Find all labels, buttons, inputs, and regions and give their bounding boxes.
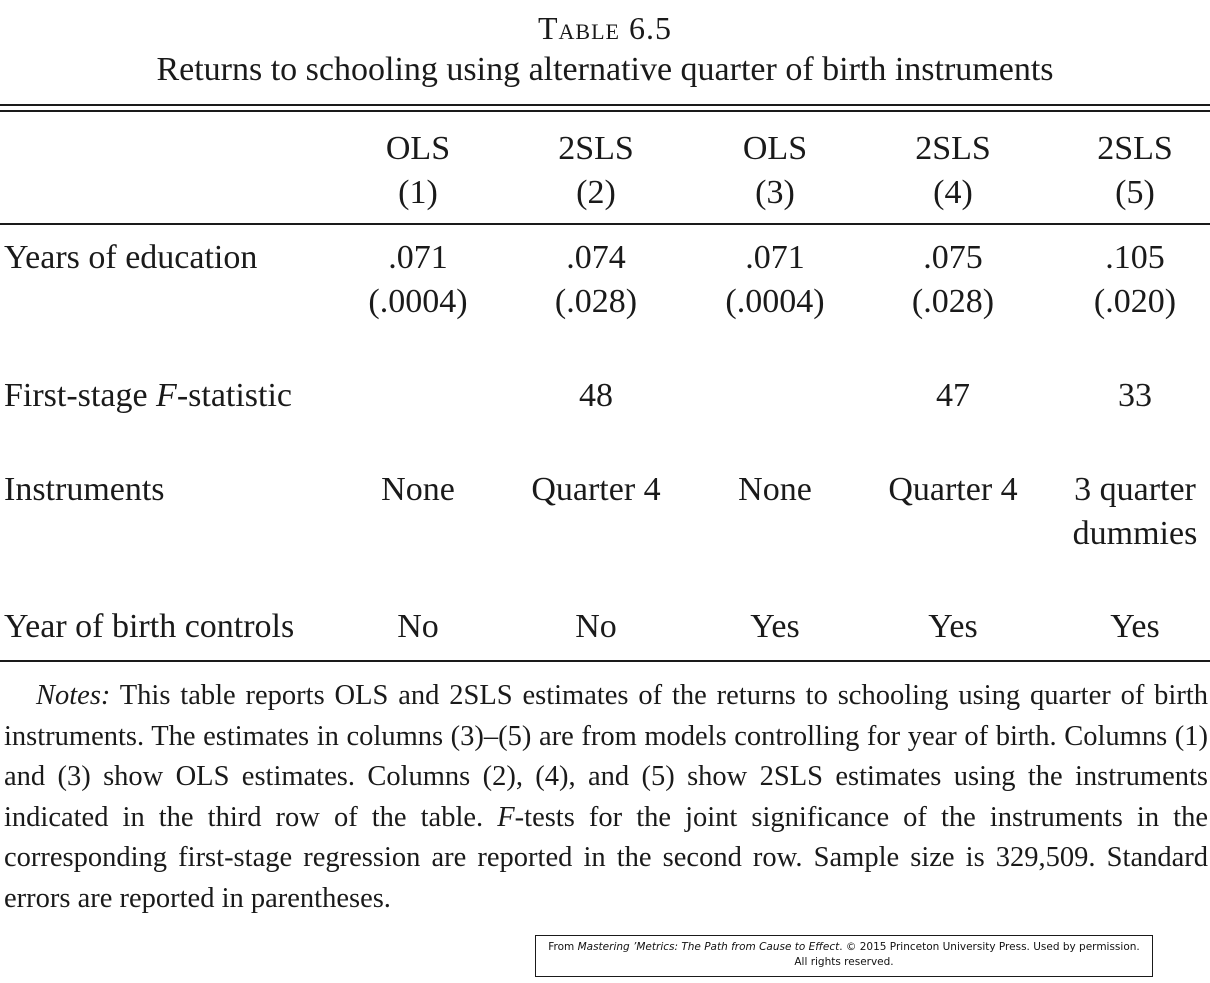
notes-text-1: This table reports OLS and 2SLS estimates of the returns to schooling using quarter of birth instruments. The estimates in columns (3)–(5) are from models controlling for year of birth. Columns (1) and (3) show OLS estimates. Columns (2), (4), and (5) show 2SLS estimates using the instruments indicated in the third row of the table. <box>4 680 1208 833</box>
education-estimate-3: .071 <box>745 239 805 276</box>
yob-controls-value-3: Yes <box>750 608 800 645</box>
instruments-value-4: Quarter 4 <box>888 471 1018 508</box>
fstat-value-2: 48 <box>579 377 613 414</box>
row-label-education: Years of education <box>4 239 258 276</box>
row-label-instruments: Instruments <box>4 471 165 508</box>
instruments-value-5: 3 quarter <box>1074 471 1196 508</box>
fstat-label-prefix: First-stage <box>4 377 157 414</box>
bottom-rule <box>0 660 1210 662</box>
education-estimate-2: .074 <box>566 239 626 276</box>
education-se-3: (.0004) <box>725 283 825 320</box>
education-se-4: (.028) <box>911 283 995 320</box>
copyright-credit-box <box>535 935 1153 977</box>
column-header-4-number: (4) <box>933 174 973 211</box>
header-rule <box>0 223 1210 225</box>
notes-label: Notes: <box>36 680 111 711</box>
table-notes <box>4 676 1208 919</box>
column-header-1-number: (1) <box>398 174 438 211</box>
credit-book-title: Mastering ’Metrics: The Path from Cause to Effect <box>577 941 840 953</box>
top-double-rule <box>0 104 1210 112</box>
row-label-yob-controls: Year of birth controls <box>4 608 295 645</box>
column-header-2-number: (2) <box>576 174 616 211</box>
column-header-4-method: 2SLS <box>915 130 991 167</box>
fstat-label-f: F <box>156 377 177 414</box>
yob-controls-value-4: Yes <box>928 608 978 645</box>
education-se-2: (.028) <box>554 283 638 320</box>
column-header-1-method: OLS <box>385 130 451 167</box>
education-se-5: (.020) <box>1093 283 1177 320</box>
credit-line-2: All rights reserved. <box>794 956 894 968</box>
instruments-value-5-line2: dummies <box>1072 515 1198 552</box>
column-header-2-method: 2SLS <box>558 130 634 167</box>
education-estimate-4: .075 <box>923 239 983 276</box>
table-label: Table 6.5 <box>538 10 672 46</box>
notes-italic-f: F <box>497 801 515 833</box>
fstat-value-4: 47 <box>936 377 970 414</box>
education-estimate-1: .071 <box>388 239 448 276</box>
credit-suffix: . © 2015 Princeton University Press. Used by permission. <box>839 941 1140 953</box>
fstat-label-suffix: -statistic <box>176 377 293 414</box>
column-header-3-number: (3) <box>755 174 795 211</box>
credit-line-1 <box>536 940 1152 955</box>
column-header-5-number: (5) <box>1115 174 1155 211</box>
notes-text-2: -tests for the joint significance of the instruments in the corresponding first-stage regression are reported in the second row. Sample size is 329,509. Standard errors are reported in parentheses. <box>4 801 1208 914</box>
fstat-value-5: 33 <box>1118 377 1152 414</box>
education-se-1: (.0004) <box>368 283 468 320</box>
yob-controls-value-1: No <box>397 608 439 645</box>
instruments-value-3: None <box>738 471 812 508</box>
column-header-5-method: 2SLS <box>1097 130 1173 167</box>
column-header-3-method: OLS <box>742 130 808 167</box>
row-label-fstat <box>4 374 292 418</box>
yob-controls-value-5: Yes <box>1110 608 1160 645</box>
table-title-block <box>0 8 1210 92</box>
education-estimate-5: .105 <box>1105 239 1165 276</box>
instruments-value-2: Quarter 4 <box>531 471 661 508</box>
instruments-value-1: None <box>381 471 455 508</box>
yob-controls-value-2: No <box>575 608 617 645</box>
credit-prefix: From <box>548 941 578 953</box>
table-caption: Returns to schooling using alternative quarter of birth instruments <box>156 51 1054 88</box>
